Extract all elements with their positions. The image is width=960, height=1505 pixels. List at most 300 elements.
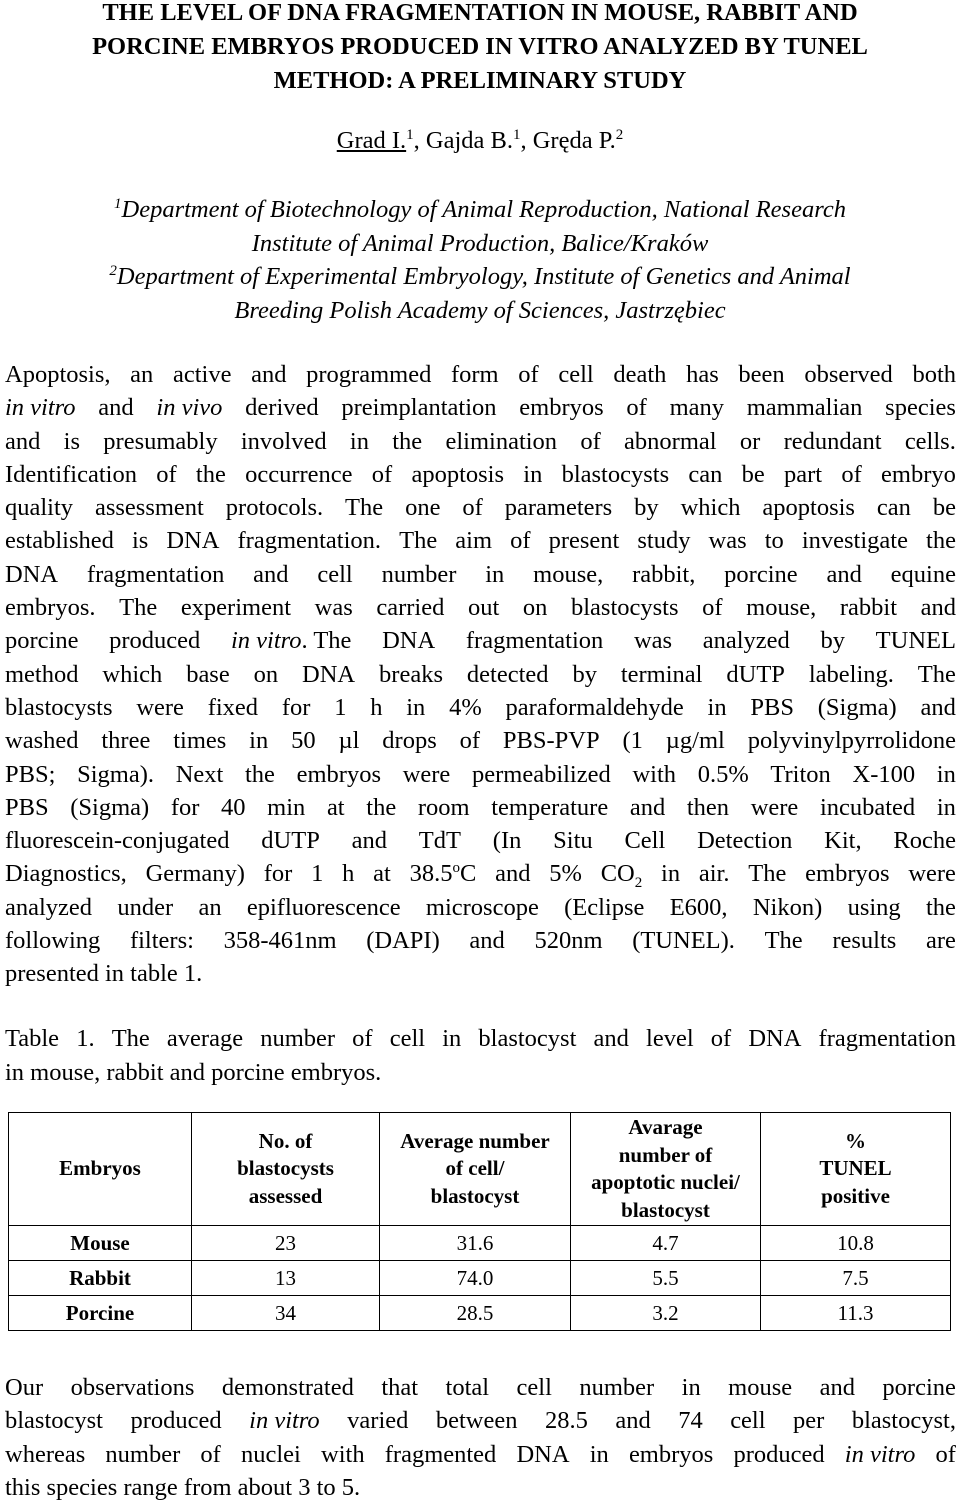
word-group bbox=[5, 1438, 85, 1471]
word: 0.5% bbox=[697, 760, 749, 788]
word: Apoptosis, bbox=[5, 361, 111, 388]
word: can bbox=[876, 494, 911, 522]
text-line bbox=[5, 1371, 956, 1404]
word-group bbox=[832, 924, 896, 957]
word-group bbox=[637, 524, 690, 557]
word-group bbox=[406, 691, 425, 724]
word: in bbox=[406, 693, 426, 721]
text-line bbox=[5, 957, 956, 990]
word: and bbox=[920, 594, 956, 622]
text-line bbox=[5, 924, 956, 957]
word-group bbox=[70, 791, 149, 824]
word-group bbox=[315, 591, 353, 624]
word: been bbox=[738, 361, 785, 388]
word: of bbox=[518, 361, 539, 388]
text-line bbox=[5, 591, 956, 624]
word-group bbox=[562, 458, 670, 491]
author-list bbox=[0, 124, 960, 158]
word-group bbox=[5, 691, 113, 724]
word-group bbox=[5, 624, 78, 657]
table-cell-apoptotic: 3.2 bbox=[571, 1296, 761, 1331]
word-group bbox=[820, 791, 915, 824]
column-header bbox=[380, 1113, 571, 1226]
word: investigate bbox=[801, 527, 908, 555]
word-group bbox=[728, 1371, 792, 1404]
word-group bbox=[580, 425, 600, 458]
word: results bbox=[832, 927, 897, 955]
word-group bbox=[519, 391, 603, 424]
word-group bbox=[5, 824, 229, 857]
word-group bbox=[238, 524, 382, 557]
column-header bbox=[192, 1113, 380, 1226]
word-group bbox=[222, 1371, 354, 1404]
word: and bbox=[351, 827, 387, 855]
word-group bbox=[697, 824, 792, 857]
word-group bbox=[181, 591, 291, 624]
table-caption bbox=[5, 1022, 956, 1089]
word: fragmentation bbox=[465, 627, 604, 655]
word: porcine bbox=[724, 560, 798, 588]
word-group bbox=[765, 924, 803, 957]
word: h bbox=[370, 693, 383, 721]
word-group bbox=[698, 758, 749, 791]
word-group bbox=[523, 458, 542, 491]
word: and bbox=[469, 927, 505, 955]
word-group bbox=[841, 458, 861, 491]
word: be bbox=[932, 494, 956, 522]
abstract-paragraph bbox=[5, 358, 956, 991]
word-group bbox=[517, 1371, 552, 1404]
word-group bbox=[382, 624, 435, 657]
word: terminal bbox=[620, 660, 703, 688]
word: of bbox=[580, 427, 601, 455]
word: filters: bbox=[129, 927, 194, 955]
word: blastocysts bbox=[570, 594, 679, 622]
word-group bbox=[5, 891, 92, 924]
word: following bbox=[5, 927, 101, 955]
word: PBS-PVP bbox=[502, 727, 600, 755]
word: blastocysts bbox=[5, 693, 113, 721]
word-group bbox=[117, 891, 173, 924]
title-line: PORCINE EMBRYOS PRODUCED IN VITRO ANALYZED BY TUNEL bbox=[92, 33, 868, 60]
word: number bbox=[579, 1374, 655, 1401]
word-group bbox=[523, 591, 548, 624]
word: by bbox=[572, 660, 597, 688]
word-group bbox=[590, 1438, 609, 1471]
author-affil-mark: 1 bbox=[512, 126, 521, 143]
word-group bbox=[267, 791, 305, 824]
word-group bbox=[381, 1371, 418, 1404]
word: in bbox=[442, 1025, 462, 1052]
word: established bbox=[5, 527, 114, 555]
author-affil-mark: 2 bbox=[615, 126, 624, 143]
word: 358-461nm bbox=[223, 927, 337, 955]
word: Table bbox=[5, 1025, 60, 1052]
word: for bbox=[281, 693, 311, 721]
word-group bbox=[251, 358, 286, 391]
word: (In bbox=[492, 827, 522, 855]
word-group bbox=[510, 524, 530, 557]
word: analyzed bbox=[5, 893, 93, 921]
word-group bbox=[505, 491, 612, 524]
word: embryos bbox=[519, 394, 604, 422]
word: using bbox=[847, 893, 901, 921]
word-group bbox=[564, 891, 644, 924]
word-group bbox=[615, 1404, 650, 1437]
header-text: Embryos bbox=[59, 1156, 141, 1181]
word-group bbox=[688, 458, 722, 491]
word: µg/ml bbox=[665, 727, 725, 755]
word-group bbox=[491, 791, 608, 824]
word-group bbox=[282, 691, 311, 724]
word: embryos. bbox=[5, 594, 96, 622]
text-line bbox=[5, 891, 956, 924]
affiliation-1-line: Institute of Animal Production, Balice/Kraków bbox=[251, 229, 709, 257]
word-group bbox=[687, 791, 729, 824]
word-group bbox=[681, 491, 741, 524]
word-group bbox=[626, 391, 646, 424]
word-group bbox=[226, 491, 323, 524]
word-group bbox=[5, 758, 55, 791]
table-cell-apoptotic: 4.7 bbox=[571, 1226, 761, 1261]
word-group bbox=[392, 425, 422, 458]
word-group bbox=[5, 1404, 103, 1437]
word-group bbox=[5, 724, 78, 757]
text-line bbox=[5, 425, 956, 458]
word: porcine bbox=[5, 627, 79, 655]
word: of bbox=[841, 460, 862, 488]
word: carried bbox=[376, 594, 445, 622]
word: TdT bbox=[418, 827, 461, 855]
word: cell bbox=[730, 1407, 766, 1435]
word: of bbox=[459, 727, 481, 755]
word: Diagnostics, bbox=[5, 860, 127, 888]
word-group bbox=[347, 1404, 408, 1437]
word: and bbox=[629, 793, 666, 821]
word: base bbox=[186, 660, 230, 688]
word: in bbox=[936, 793, 956, 821]
word: fragmentation bbox=[818, 1025, 956, 1052]
table-row bbox=[9, 1226, 951, 1261]
word: 74 bbox=[678, 1407, 703, 1435]
word-group bbox=[245, 758, 275, 791]
word: drops bbox=[382, 727, 437, 755]
word-group bbox=[724, 558, 797, 591]
word-group bbox=[905, 425, 956, 458]
word: air. bbox=[698, 860, 730, 888]
word: 40 bbox=[221, 793, 246, 821]
word: rabbit bbox=[839, 594, 898, 622]
word-group bbox=[753, 891, 822, 924]
word: fragmentation. bbox=[237, 527, 382, 555]
word-group bbox=[485, 558, 504, 591]
word: experiment bbox=[180, 594, 292, 622]
affil-mark: 2 bbox=[109, 262, 117, 279]
word: min bbox=[267, 793, 306, 821]
word-group bbox=[460, 724, 480, 757]
word: level bbox=[646, 1025, 694, 1052]
word-group bbox=[852, 1404, 956, 1437]
word: nuclei bbox=[241, 1440, 301, 1468]
word: under bbox=[117, 893, 174, 921]
word-group bbox=[826, 558, 861, 591]
word: abnormal bbox=[624, 427, 717, 455]
word: was bbox=[708, 527, 747, 555]
word-group bbox=[468, 591, 499, 624]
word-group bbox=[804, 358, 892, 391]
word-group bbox=[382, 724, 436, 757]
word-group bbox=[493, 824, 522, 857]
affiliation-2-line: Breeding Polish Academy of Sciences, Jastrzębiec bbox=[234, 296, 726, 324]
word: 520nm bbox=[534, 927, 603, 955]
word: Our bbox=[5, 1374, 44, 1401]
word-group bbox=[249, 1404, 320, 1437]
word-group bbox=[198, 891, 221, 924]
column-header bbox=[761, 1113, 951, 1226]
word-group bbox=[352, 824, 387, 857]
word-group bbox=[156, 391, 222, 424]
word-group bbox=[702, 591, 722, 624]
word: times bbox=[173, 727, 227, 755]
word: on bbox=[522, 594, 548, 622]
word-group bbox=[765, 524, 784, 557]
word-group bbox=[809, 658, 894, 691]
word: polyvinylpyrrolidone bbox=[747, 727, 956, 755]
word: breaks bbox=[379, 660, 443, 688]
word-group bbox=[503, 724, 600, 757]
word-group bbox=[119, 591, 157, 624]
word-group bbox=[518, 358, 538, 391]
word-group bbox=[533, 558, 603, 591]
word: elimination bbox=[445, 427, 558, 455]
word: and bbox=[826, 560, 862, 588]
word-group bbox=[5, 558, 58, 591]
word-group bbox=[802, 524, 908, 557]
word: aim bbox=[455, 527, 493, 555]
word: which bbox=[680, 494, 741, 522]
word-group bbox=[630, 791, 665, 824]
word-group bbox=[419, 824, 461, 857]
word: The bbox=[345, 494, 384, 522]
word: were bbox=[750, 793, 799, 821]
word: dUTP bbox=[261, 827, 320, 855]
word: parameters bbox=[504, 494, 613, 522]
word: death bbox=[613, 361, 667, 388]
word-group bbox=[231, 624, 351, 657]
word: 1 bbox=[311, 860, 324, 888]
word-group bbox=[921, 591, 956, 624]
word: number bbox=[381, 560, 457, 588]
word: to bbox=[764, 527, 784, 555]
word-group bbox=[224, 924, 337, 957]
title-line: THE LEVEL OF DNA FRAGMENTATION IN MOUSE, RABBIT AND bbox=[102, 0, 858, 26]
word: dUTP bbox=[726, 660, 785, 688]
word: and bbox=[98, 394, 134, 422]
word: total bbox=[445, 1374, 490, 1401]
word: CO bbox=[600, 860, 635, 888]
author-sep: , bbox=[520, 127, 533, 154]
table-cell-label: Mouse bbox=[9, 1226, 192, 1261]
word: (Sigma) bbox=[817, 693, 897, 721]
word: both bbox=[912, 361, 956, 388]
word-group bbox=[572, 658, 597, 691]
word: the bbox=[195, 460, 226, 488]
table-cell-label: Rabbit bbox=[9, 1261, 192, 1296]
word: has bbox=[686, 361, 719, 388]
word: one bbox=[405, 494, 441, 522]
word: number bbox=[105, 1440, 181, 1468]
word-group bbox=[534, 924, 602, 957]
word: or bbox=[739, 427, 761, 455]
word-group bbox=[629, 1438, 713, 1471]
word-group bbox=[632, 558, 695, 591]
word-group bbox=[748, 857, 786, 890]
text-line bbox=[5, 691, 956, 724]
word: three bbox=[101, 727, 151, 755]
word-group bbox=[253, 558, 288, 591]
word: 1. bbox=[76, 1025, 95, 1052]
word-group bbox=[5, 358, 111, 391]
word-group bbox=[726, 658, 785, 691]
word-group bbox=[372, 458, 392, 491]
text-line bbox=[5, 1471, 956, 1504]
word: the bbox=[392, 427, 423, 455]
word-group bbox=[709, 524, 747, 557]
word: in bbox=[936, 760, 956, 788]
word-group bbox=[249, 724, 268, 757]
column-header bbox=[9, 1113, 192, 1226]
word: produced bbox=[109, 627, 201, 655]
paper-title bbox=[0, 0, 960, 98]
conclusion-paragraph bbox=[5, 1371, 956, 1504]
word: detected bbox=[466, 660, 549, 688]
word-group bbox=[624, 824, 665, 857]
word-group bbox=[102, 658, 162, 691]
word-group bbox=[306, 358, 431, 391]
word: blastocyst bbox=[5, 1407, 103, 1435]
word: DNA bbox=[302, 660, 356, 688]
word: of bbox=[626, 394, 647, 422]
word-group bbox=[678, 1404, 703, 1437]
word: washed bbox=[5, 727, 79, 755]
word-group bbox=[132, 524, 148, 557]
word: was bbox=[314, 594, 353, 622]
text-line bbox=[5, 458, 956, 491]
word: cells. bbox=[904, 427, 956, 455]
header-text: blastocyst bbox=[430, 1183, 520, 1208]
word: part bbox=[784, 460, 823, 488]
word-group bbox=[770, 758, 830, 791]
word: fragmented bbox=[384, 1440, 497, 1468]
word: and bbox=[615, 1407, 651, 1435]
word: at bbox=[373, 860, 391, 888]
word-group bbox=[418, 791, 470, 824]
word-group bbox=[634, 624, 672, 657]
word: cell bbox=[516, 1374, 552, 1401]
word: in bbox=[661, 860, 681, 888]
word-group bbox=[634, 491, 659, 524]
word: Detection bbox=[697, 827, 793, 855]
word-group bbox=[101, 724, 150, 757]
word: PBS; bbox=[5, 760, 56, 788]
word-group bbox=[176, 758, 224, 791]
table-header-row bbox=[9, 1113, 951, 1226]
word-group bbox=[350, 425, 369, 458]
word: and bbox=[819, 1374, 855, 1401]
word: and bbox=[253, 560, 289, 588]
word: The bbox=[917, 660, 956, 688]
word: blastocyst bbox=[478, 1025, 577, 1052]
word-group bbox=[5, 957, 202, 990]
author-name: Gręda P. bbox=[532, 127, 616, 154]
text-line bbox=[5, 658, 956, 691]
table-cell-tunel: 11.3 bbox=[761, 1296, 951, 1331]
word-group bbox=[5, 791, 49, 824]
text-line bbox=[5, 791, 956, 824]
word-group bbox=[221, 791, 246, 824]
word: . The bbox=[301, 627, 352, 655]
word-group bbox=[918, 658, 956, 691]
word: The bbox=[764, 927, 803, 955]
word-group bbox=[805, 857, 889, 890]
word-group bbox=[549, 857, 582, 890]
word: µl bbox=[338, 727, 360, 755]
affil-text: Department of Biotechnology of Animal Reproduction, National Research bbox=[121, 196, 846, 223]
word: 1 bbox=[334, 693, 347, 721]
word: X-100 bbox=[852, 760, 916, 788]
word: cell bbox=[389, 1025, 426, 1052]
table-cell-cells: 74.0 bbox=[380, 1261, 571, 1296]
word-group bbox=[751, 791, 799, 824]
word: apoptosis bbox=[762, 494, 855, 522]
word-group bbox=[130, 358, 153, 391]
word-group bbox=[261, 824, 320, 857]
word-group bbox=[5, 458, 137, 491]
word: quality bbox=[5, 494, 74, 522]
header-text: Average number bbox=[400, 1128, 550, 1153]
word: paraformaldehyde bbox=[505, 693, 684, 721]
word: of bbox=[371, 460, 393, 488]
header-text: Avarage bbox=[628, 1115, 703, 1139]
word-group bbox=[245, 391, 318, 424]
word-group bbox=[748, 724, 956, 757]
header-text: % bbox=[845, 1128, 866, 1153]
word: average bbox=[166, 1025, 244, 1052]
text-line bbox=[5, 758, 956, 791]
word-group bbox=[264, 857, 293, 890]
word: blastocyst, bbox=[851, 1407, 956, 1435]
word-group bbox=[370, 691, 382, 724]
word-group bbox=[699, 857, 730, 890]
affiliation-1-line bbox=[0, 193, 960, 227]
word-group bbox=[334, 691, 346, 724]
word: DNA bbox=[166, 527, 220, 555]
word: room bbox=[417, 793, 470, 821]
word-group bbox=[445, 425, 557, 458]
word: Situ bbox=[553, 827, 593, 855]
word: of bbox=[156, 460, 177, 488]
word-group bbox=[876, 624, 956, 657]
word: The bbox=[111, 1025, 150, 1052]
word-group bbox=[912, 358, 956, 391]
word-group bbox=[926, 524, 956, 557]
word: 38.5 bbox=[409, 860, 453, 888]
word-group bbox=[730, 1404, 765, 1437]
word-group bbox=[750, 691, 794, 724]
word: mouse bbox=[728, 1374, 793, 1401]
word: demonstrated bbox=[221, 1374, 354, 1401]
word-group bbox=[109, 624, 200, 657]
